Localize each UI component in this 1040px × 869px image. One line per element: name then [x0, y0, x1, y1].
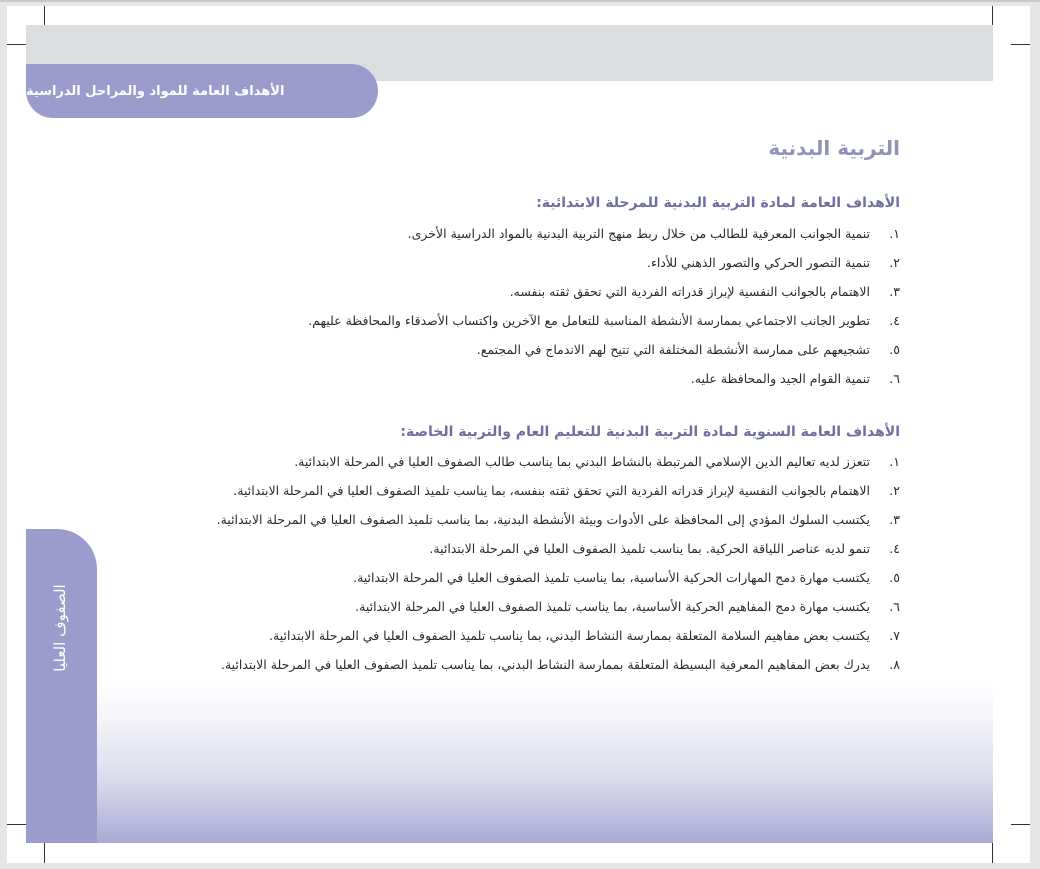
list-item: ٥. يكتسب مهارة دمج المهارات الحركية الأساسية، بما يناسب تلميذ الصفوف العليا في المرحلة الابتدائية. — [353, 570, 900, 585]
footer-gradient — [97, 680, 993, 843]
window-top-border — [0, 0, 1040, 2]
primary-goals-list — [308, 219, 900, 393]
list-item: ٦. تنمية القوام الجيد والمحافظة عليه. — [690, 371, 900, 386]
list-item: ٣. يكتسب السلوك المؤدي إلى المحافظة على الأدوات وبيئة الأنشطة البدنية، بما يناسب تلميذ الصفوف العليا في المرحلة الابتدائية. — [216, 512, 900, 527]
list-item: ١. تتعزز لديه تعاليم الدين الإسلامي المرتبطة بالنشاط البدني بما يناسب طالب الصفوف العليا في المرحلة الابتدائية. — [294, 454, 900, 469]
section-heading-annual-goals: الأهداف العامة السنوية لمادة التربية البدنية للتعليم العام والتربية الخاصة: — [400, 424, 900, 440]
crop-mark — [1011, 824, 1030, 825]
crop-mark — [44, 843, 45, 863]
list-item: ٦. يكتسب مهارة دمج المفاهيم الحركية الأساسية، بما يناسب تلميذ الصفوف العليا في المرحلة الابتدائية. — [355, 599, 900, 614]
list-item: ٤. تطوير الجانب الاجتماعي بممارسة الأنشطة المناسبة للتعامل مع الآخرين واكتساب الأصدقاء والمحافظة عليهم. — [308, 313, 900, 328]
side-grade-tab — [26, 529, 97, 843]
list-item: ٨. يدرك بعض المفاهيم المعرفية البسيطة المتعلقة بممارسة النشاط البدني، بما يناسب تلميذ الصفوف العليا في المرحلة الابتدائية. — [220, 657, 900, 672]
list-item: ١. تنمية الجوانب المعرفية للطالب من خلال ربط منهج التربية البدنية بالمواد الدراسية الأخرى. — [407, 226, 900, 241]
crop-mark — [992, 6, 993, 25]
side-tab-label: الصفوف العليا — [50, 584, 69, 672]
page-title: التربية البدنية — [768, 136, 900, 160]
section-heading-primary-goals: الأهداف العامة لمادة التربية البدنية للمرحلة الابتدائية: — [536, 195, 900, 211]
list-item: ٣. الاهتمام بالجوانب النفسية لإبراز قدراته الفردية التي تحقق ثقته بنفسه. — [509, 284, 900, 299]
header-section-tab — [26, 64, 378, 118]
crop-mark — [992, 843, 993, 863]
list-item: ٥. تشجيعهم على ممارسة الأنشطة المختلفة التي تتيح لهم الاندماج في المجتمع. — [476, 342, 900, 357]
list-item: ٢. الاهتمام بالجوانب النفسية لإبراز قدراته الفردية التي تحقق ثقته بنفسه، بما يناسب تلميذ الصفوف العليا في المرحلة الابتدائية. — [233, 483, 900, 498]
crop-mark — [1011, 44, 1030, 45]
list-item: ٤. تنمو لديه عناصر اللياقة الحركية. بما يناسب تلميذ الصفوف العليا في المرحلة الابتدائية. — [429, 541, 900, 556]
crop-mark — [44, 6, 45, 25]
annual-goals-list — [217, 447, 900, 679]
header-tab-label: الأهداف العامة للمواد والمراحل الدراسية — [26, 83, 285, 99]
list-item: ٧. يكتسب بعض مفاهيم السلامة المتعلقة بممارسة النشاط البدني، بما يناسب تلميذ الصفوف العليا في المرحلة الابتدائية. — [269, 628, 900, 643]
crop-mark — [7, 824, 26, 825]
crop-mark — [7, 44, 26, 45]
list-item: ٢. تنمية التصور الحركي والتصور الذهني للأداء. — [646, 255, 900, 270]
